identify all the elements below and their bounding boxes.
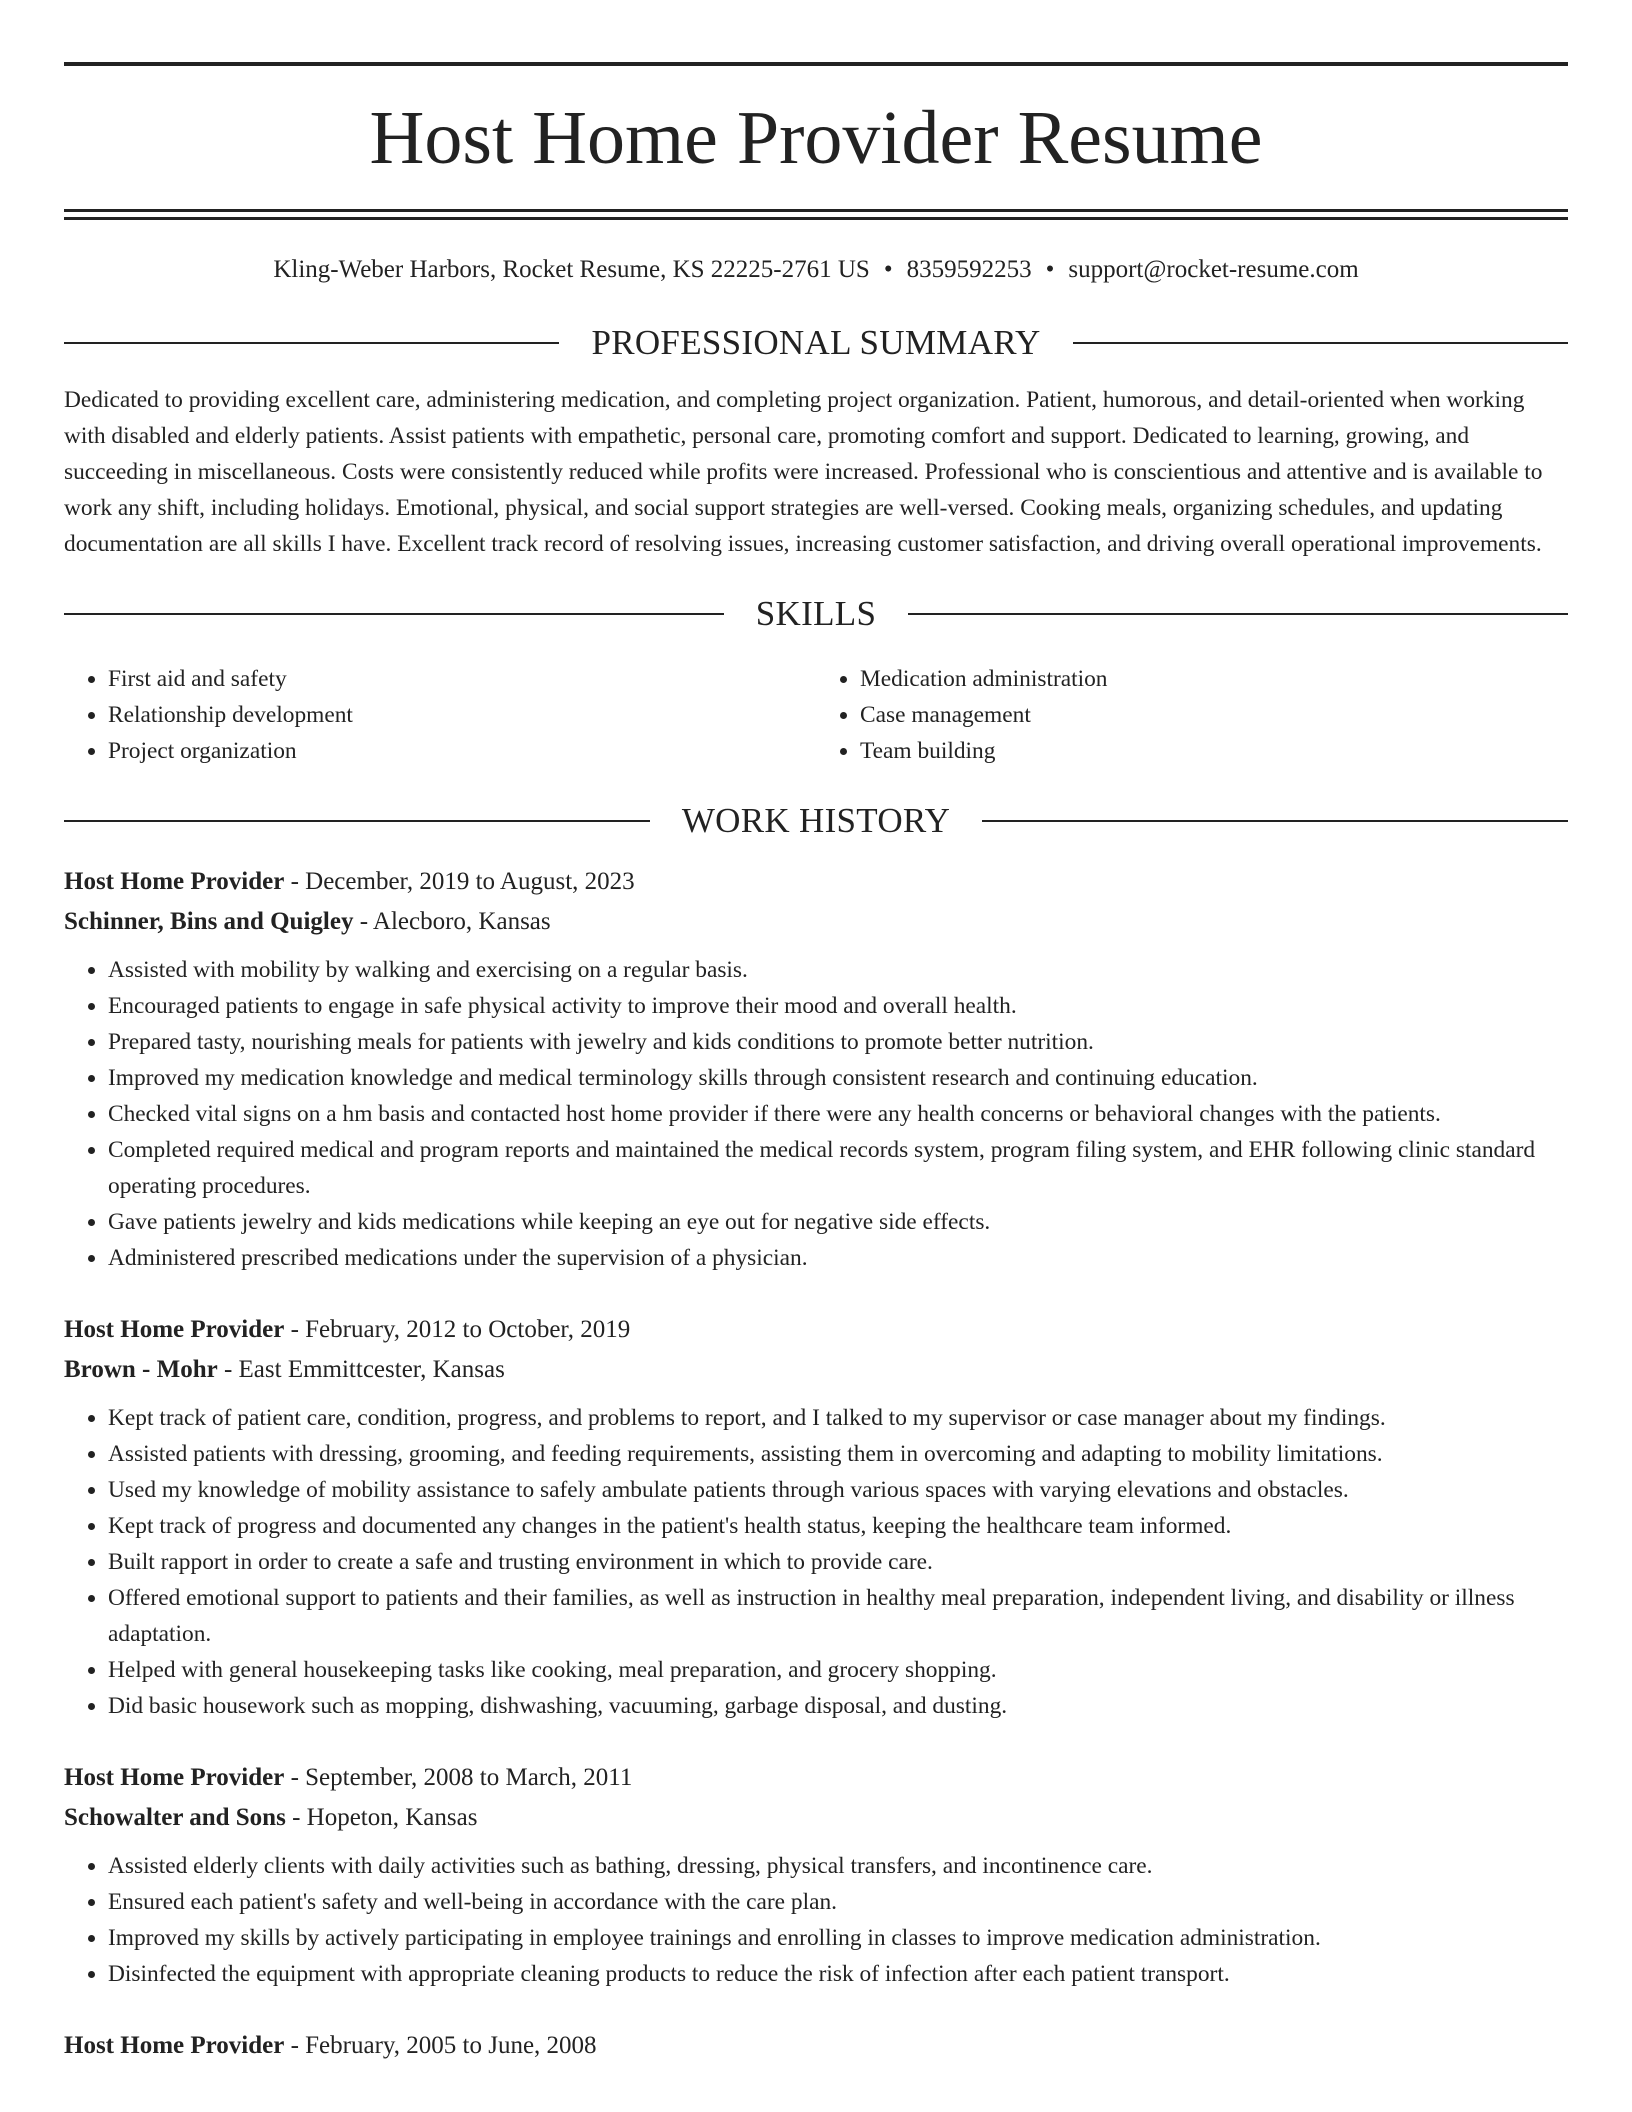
job-company: Brown - Mohr: [64, 1356, 218, 1383]
heading-rule-right: [908, 613, 1568, 615]
job-bullet: • Kept track of progress and documented any changes in the patient's health status, keeping the healthcare team informed.: [108, 1508, 1568, 1544]
job-bullet: • Completed required medical and program reports and maintained the medical records system, program filing system, and EHR following clinic standard operating procedures.: [108, 1132, 1568, 1204]
contact-address: Kling-Weber Harbors, Rocket Resume, KS 22225-2761 US: [273, 256, 870, 283]
skills-list-left: [64, 661, 816, 769]
skills-list-right: [816, 661, 1568, 769]
job-entry: [64, 862, 1568, 1276]
skill-item: • First aid and safety: [108, 661, 816, 697]
contact-separator: •: [883, 256, 893, 283]
summary-section-heading: [64, 325, 1568, 360]
job-bullet: • Encouraged patients to engage in safe physical activity to improve their mood and overall health.: [108, 988, 1568, 1024]
job-location: - Hopeton, Kansas: [285, 1804, 478, 1831]
job-bullet: • Did basic housework such as mopping, dishwashing, vacuuming, garbage disposal, and dusting.: [108, 1688, 1568, 1724]
summary-text: Dedicated to providing excellent care, administering medication, and completing project organization. Patient, humorous, and detail-oriented when working with disabled and elderly patients. Assist patients with empathetic, personal care, promoting comfort and support. Dedicated to learning, growing, and succeeding in miscellaneous. Costs were consistently reduced while profits were increased. Professional who is conscientious and attentive and is available to work any shift, including holidays. Emotional, physical, and social support strategies are well-versed. Cooking meals, organizing schedules, and updating documentation are all skills I have. Excellent track record of resolving issues, increasing customer satisfaction, and driving overall operational improvements.: [64, 387, 1543, 557]
job-bullet: • Assisted patients with dressing, grooming, and feeding requirements, assisting them in overcoming and adapting to mobility limitations.: [108, 1436, 1568, 1472]
job-company: Schowalter and Sons: [64, 1804, 286, 1831]
job-entry: [64, 1310, 1568, 1724]
job-title-line: [64, 1758, 1568, 1798]
heading-rule-left: [64, 342, 559, 344]
job-company: Schinner, Bins and Quigley: [64, 908, 354, 935]
contact-separator: •: [1045, 256, 1055, 283]
job-bullet: • Built rapport in order to create a safe and trusting environment in which to provide care.: [108, 1544, 1568, 1580]
skill-item: • Project organization: [108, 733, 816, 769]
job-entry: [64, 1758, 1568, 1992]
contact-email: support@rocket-resume.com: [1068, 256, 1359, 283]
job-dates: - February, 2005 to June, 2008: [284, 2032, 597, 2059]
job-bullet: • Kept track of patient care, condition, progress, and problems to report, and I talked to my supervisor or case manager about my findings.: [108, 1400, 1568, 1436]
job-bullet: • Administered prescribed medications under the supervision of a physician.: [108, 1240, 1568, 1276]
heading-rule-left: [64, 613, 724, 615]
contact-phone: 8359592253: [906, 256, 1032, 283]
job-bullet: • Checked vital signs on a hm basis and contacted host home provider if there were any health concerns or behavioral changes with the patients.: [108, 1096, 1568, 1132]
job-company-line: [64, 902, 1568, 942]
job-title: Host Home Provider: [64, 1764, 285, 1791]
job-bullet: • Disinfected the equipment with appropriate cleaning products to reduce the risk of infection after each patient transport.: [108, 1956, 1568, 1992]
job-bullets: [64, 1848, 1568, 1992]
job-bullet: • Assisted elderly clients with daily activities such as bathing, dressing, physical transfers, and incontinence care.: [108, 1848, 1568, 1884]
job-bullet: • Prepared tasty, nourishing meals for patients with jewelry and kids conditions to promote better nutrition.: [108, 1024, 1568, 1060]
skills-section-heading: [64, 596, 1568, 631]
title-double-rule: [64, 209, 1568, 220]
job-title: Host Home Provider: [64, 2032, 285, 2059]
job-bullets: [64, 1400, 1568, 1724]
job-bullet: • Ensured each patient's safety and well-being in accordance with the care plan.: [108, 1884, 1568, 1920]
heading-rule-left: [64, 820, 650, 822]
job-entry: [64, 2026, 1568, 2066]
skill-item: • Medication administration: [860, 661, 1568, 697]
work-heading-label: WORK HISTORY: [681, 801, 951, 840]
resume-title: Host Home Provider Resume: [369, 96, 1263, 180]
skills-heading-label: SKILLS: [755, 594, 877, 633]
job-bullet: • Assisted with mobility by walking and exercising on a regular basis.: [108, 952, 1568, 988]
summary-heading-label: PROFESSIONAL SUMMARY: [591, 323, 1041, 362]
job-dates: - September, 2008 to March, 2011: [284, 1764, 633, 1791]
job-title: Host Home Provider: [64, 868, 285, 895]
job-dates: - December, 2019 to August, 2023: [284, 868, 635, 895]
job-bullet: • Improved my medication knowledge and medical terminology skills through consistent research and continuing education.: [108, 1060, 1568, 1096]
job-bullet: • Gave patients jewelry and kids medications while keeping an eye out for negative side effects.: [108, 1204, 1568, 1240]
contact-line: [64, 255, 1568, 285]
skill-item: • Relationship development: [108, 697, 816, 733]
job-bullet: • Used my knowledge of mobility assistance to safely ambulate patients through various spaces with varying elevations and obstacles.: [108, 1472, 1568, 1508]
skill-item: • Case management: [860, 697, 1568, 733]
job-title-line: [64, 2026, 1568, 2066]
job-location: - East Emmittcester, Kansas: [217, 1356, 505, 1383]
job-bullet: • Helped with general housekeeping tasks like cooking, meal preparation, and grocery shopping.: [108, 1652, 1568, 1688]
job-location: - Alecboro, Kansas: [353, 908, 551, 935]
job-bullet: • Offered emotional support to patients and their families, as well as instruction in healthy meal preparation, independent living, and disability or illness adaptation.: [108, 1580, 1568, 1652]
job-bullet: • Improved my skills by actively participating in employee trainings and enrolling in classes to improve medication administration.: [108, 1920, 1568, 1956]
work-section-heading: [64, 803, 1568, 838]
job-dates: - February, 2012 to October, 2019: [284, 1316, 631, 1343]
job-title-line: [64, 1310, 1568, 1350]
skill-item: • Team building: [860, 733, 1568, 769]
job-company-line: [64, 1350, 1568, 1390]
job-bullets: [64, 952, 1568, 1276]
skills-grid: [64, 661, 1568, 769]
heading-rule-right: [982, 820, 1568, 822]
job-title-line: [64, 862, 1568, 902]
job-company-line: [64, 1798, 1568, 1838]
heading-rule-right: [1073, 342, 1568, 344]
job-title: Host Home Provider: [64, 1316, 285, 1343]
